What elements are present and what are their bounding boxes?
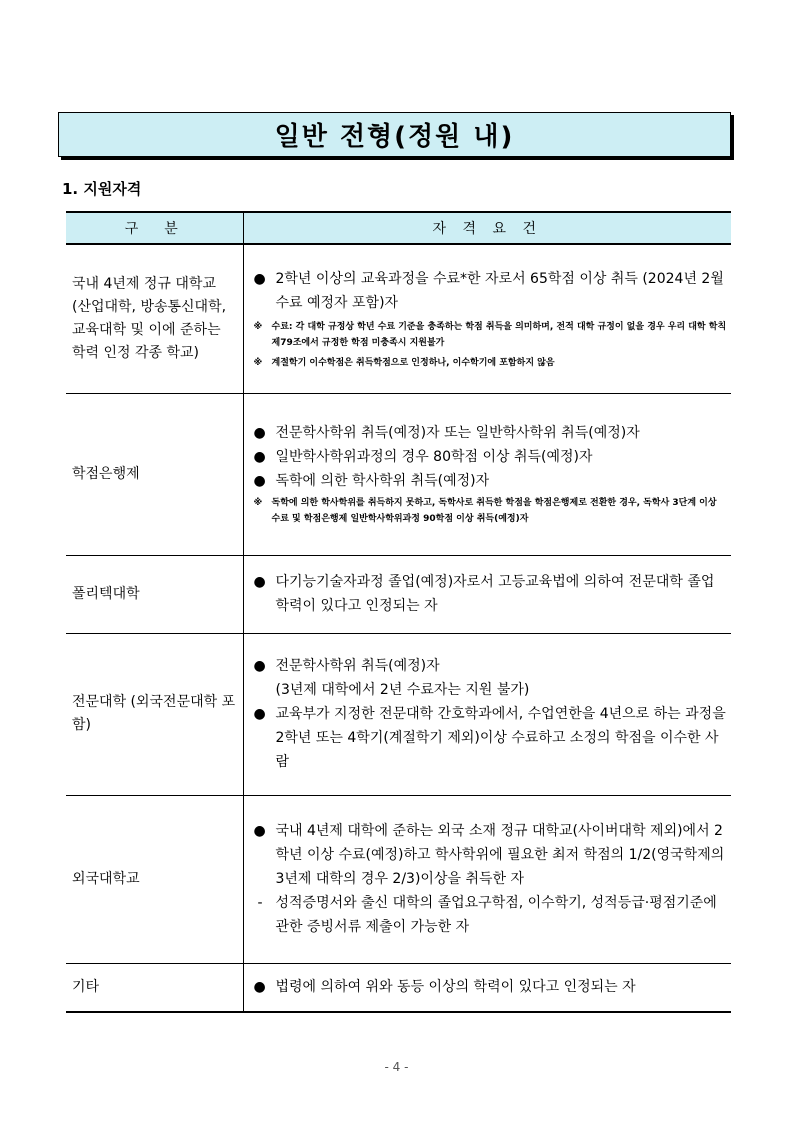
bullet-icon: ● — [253, 270, 266, 287]
list-item: ● 교육부가 지정한 전문대학 간호학과에서, 수업연한을 4년으로 하는 과정을 2학년 또는 4학기(계절학기 제외)이상 수료하고 소정의 학점을 이수한 사람 — [254, 702, 728, 774]
row-category: 폴리텍대학 — [66, 555, 243, 633]
dash-item: - 성적증명서와 출신 대학의 졸업요구학점, 이수학기, 성적등급·평점기준에 관한 증빙서류 제출이 가능한 자 — [254, 891, 728, 939]
note-mark-icon: ※ — [253, 498, 263, 508]
bullet-icon: ● — [253, 706, 266, 722]
bullet-icon: ● — [253, 449, 266, 465]
page-title: 일반 전형(정원 내) — [58, 112, 731, 157]
table-row — [66, 795, 731, 963]
list-item: ● 전문학사학위 취득(예정)자 또는 일반학사학위 취득(예정)자 — [254, 421, 728, 445]
row-category: 기타 — [66, 963, 243, 1012]
row-category: 학점은행제 — [66, 393, 243, 555]
table-row — [66, 963, 731, 1012]
bullet-icon: ● — [253, 658, 266, 674]
header-requirements: 자 격 요 건 — [243, 212, 731, 244]
table-header-row — [66, 212, 731, 244]
row-requirements — [243, 963, 731, 1012]
list-item: ● 법령에 의하여 위와 동등 이상의 학력이 있다고 인정되는 자 — [254, 975, 728, 999]
table-row — [66, 633, 731, 795]
table-row — [66, 555, 731, 633]
table-row — [66, 393, 731, 555]
list-item: ● 독학에 의한 학사학위 취득(예정)자 — [254, 469, 728, 493]
note: ※ 독학에 의한 학사학위를 취득하지 못하고, 독학사로 취득한 학점을 학점은행제로 전환한 경우, 독학사 3단계 이상 수료 및 학점은행제 일반학사학위과정 90학점 이상 취득(예정)자 — [254, 495, 728, 527]
row-requirements — [243, 795, 731, 963]
bullet-icon: ● — [253, 979, 266, 996]
header-category: 구 분 — [66, 212, 243, 244]
page-number: - 4 - — [384, 1060, 409, 1074]
row-requirements — [243, 244, 731, 393]
row-category: 전문대학 (외국전문대학 포함) — [66, 633, 243, 795]
row-category: 외국대학교 — [66, 795, 243, 963]
list-item: ● 2학년 이상의 교육과정을 수료*한 자로서 65학점 이상 취득 (2024년 2월 수료 예정자 포함)자 — [254, 267, 728, 315]
list-item: ● 일반학사학위과정의 경우 80학점 이상 취득(예정)자 — [254, 445, 728, 469]
bullet-icon: ● — [253, 823, 266, 839]
note-mark-icon: ※ — [253, 321, 263, 332]
requirements-table — [66, 211, 731, 1013]
note-mark-icon: ※ — [253, 357, 263, 368]
bullet-icon: ● — [253, 574, 266, 590]
list-item: ● 전문학사학위 취득(예정)자 — [254, 654, 728, 678]
list-item: ● 다기능기술자과정 졸업(예정)자로서 고등교육법에 의하여 전문대학 졸업 학력이 있다고 인정되는 자 — [254, 570, 728, 618]
row-requirements — [243, 633, 731, 795]
note: ※ 계절학기 이수학점은 취득학점으로 인정하나, 이수학기에 포함하지 않음 — [254, 355, 728, 371]
sub-note: (3년제 대학에서 2년 수료자는 지원 불가) — [275, 682, 530, 698]
list-item: ● 국내 4년제 대학에 준하는 외국 소재 정규 대학교(사이버대학 제외)에서 2학년 이상 수료(예정)하고 학사학위에 필요한 최저 학점의 1/2(영국학제의 3년제 대학의 경우 2/3)이상을 취득한 자 — [254, 819, 728, 891]
row-requirements — [243, 393, 731, 555]
table-row — [66, 244, 731, 393]
bullet-icon: ● — [253, 473, 266, 489]
row-category: 국내 4년제 정규 대학교 (산업대학, 방송통신대학, 교육대학 및 이에 준하는 학력 인정 각종 학교) — [66, 244, 243, 393]
note: ※ 수료: 각 대학 규정상 학년 수료 기준을 충족하는 학점 취득을 의미하며, 전적 대학 규정이 없을 경우 우리 대학 학칙 제79조에서 규정한 학점 미충족시 지원불가 — [254, 319, 728, 351]
row-requirements — [243, 555, 731, 633]
bullet-icon: ● — [253, 425, 266, 441]
section-heading: 1. 지원자격 — [62, 180, 142, 198]
dash-icon: - — [257, 895, 263, 911]
